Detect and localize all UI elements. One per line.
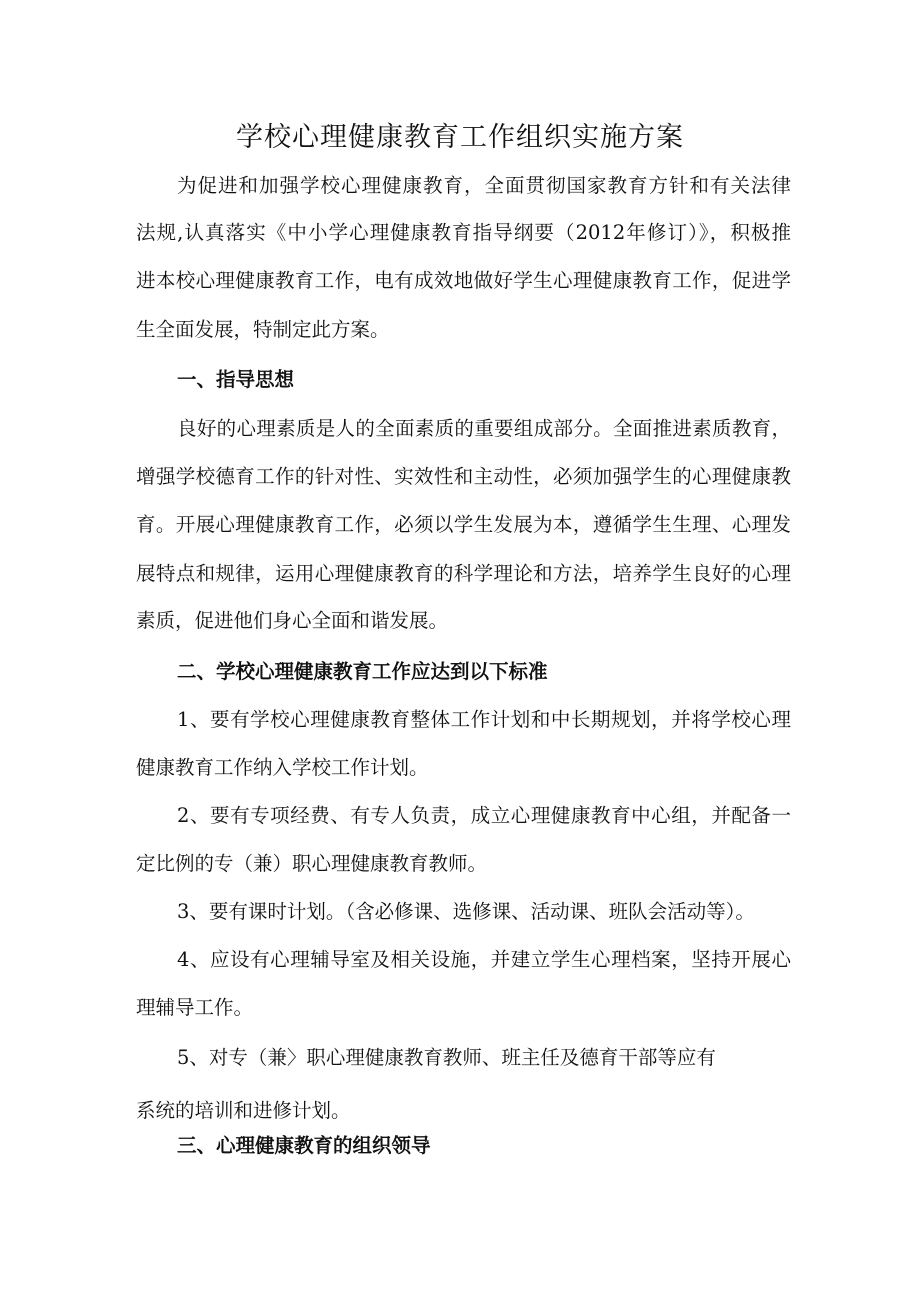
section1-line: 良好的心理素质是人的全面素质的重要组成部分。全面推进素质教育，	[177, 417, 791, 440]
item-4-line: 理辅导工作。	[136, 996, 254, 1019]
section1-line: 展特点和规律，运用心理健康教育的科学理论和方法，培养学生良好的心理	[136, 562, 791, 585]
section1-line: 育。开展心理健康教育工作，必须以学生发展为本，遵循学生生理、心理发	[136, 513, 791, 536]
section-heading-guiding-ideology: 一、指导思想	[177, 368, 295, 391]
item-2-line: 定比例的专（兼）职心理健康教育教师。	[136, 852, 488, 875]
intro-line: 进本校心理健康教育工作，电有成效地做好学生心理健康教育工作，促进学	[136, 269, 791, 292]
item-1-line: 1、要有学校心理健康教育整体工作计划和中长期规划，并将学校心理	[177, 708, 791, 731]
item-2-line: 2、要有专项经费、有专人负责，成立心理健康教育中心组，并配备一	[177, 804, 791, 827]
intro-line: 为促进和加强学校心理健康教育，全面贯彻国家教育方针和有关法律	[177, 174, 791, 197]
section-heading-organization: 三、心理健康教育的组织领导	[177, 1134, 431, 1157]
intro-line: 生全面发展，特制定此方案。	[136, 318, 390, 341]
item-3-line: 3、要有课时计划。（含必修课、选修课、活动课、班队会活动等）。	[177, 900, 755, 923]
item-4-line: 4、应设有心理辅导室及相关设施，并建立学生心理档案，坚持开展心	[177, 948, 791, 971]
intro-line: 法规,认真落实《中小学心理健康教育指导纲要（2012年修订）》，积极推	[136, 221, 791, 244]
item-5-line: 系统的培训和进修计划。	[136, 1099, 351, 1122]
section1-line: 增强学校德育工作的针对性、实效性和主动性，必须加强学生的心理健康教	[136, 465, 791, 488]
item-5-line: 5、对专（兼〉职心理健康教育教师、班主任及德育干部等应有	[177, 1046, 716, 1069]
section-heading-standards: 二、学校心理健康教育工作应达到以下标准	[177, 660, 548, 683]
item-1-line: 健康教育工作纳入学校工作计划。	[136, 756, 429, 779]
document-title: 学校心理健康教育工作组织实施方案	[236, 122, 684, 153]
section1-line: 素质，促进他们身心全面和谐发展。	[136, 609, 449, 632]
